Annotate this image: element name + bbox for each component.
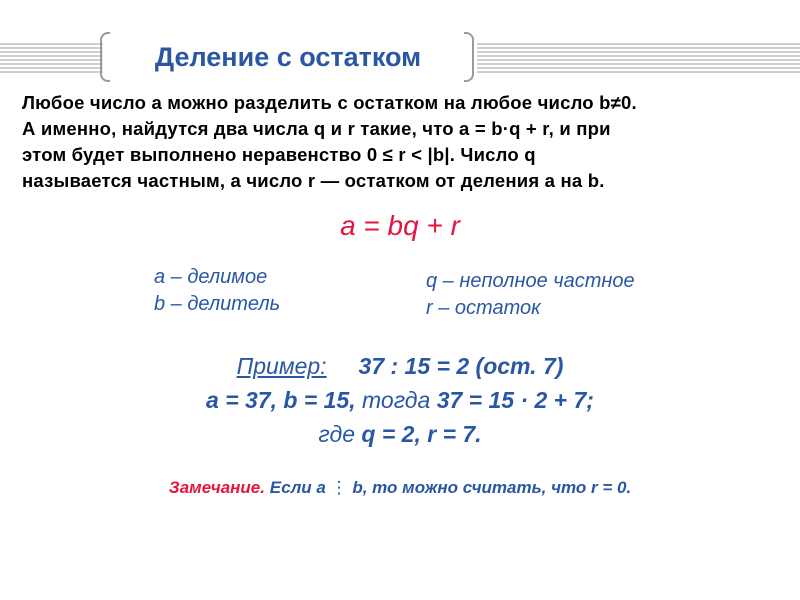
definition-r: r – остаток <box>426 297 541 319</box>
note-block <box>0 478 800 498</box>
example-result: q = 2, r = 7. <box>361 421 482 447</box>
title-bracket-right <box>464 32 474 82</box>
example-then-word: тогда <box>362 387 431 413</box>
header-stripes-right <box>477 43 800 75</box>
example-where-word: где <box>318 421 355 447</box>
header-stripes-left <box>0 43 103 75</box>
title-bracket-left <box>100 32 110 82</box>
definitions-right <box>426 268 635 322</box>
definition-q: q – неполное частное <box>426 270 635 292</box>
intro-line-3: этом будет выполнено неравенство 0 ≤ r < |b|. Число q <box>22 144 536 165</box>
intro-line-2: А именно, найдутся два числа q и r такие, что a = b·q + r, и при <box>22 118 611 139</box>
definition-b: b – делитель <box>154 293 281 315</box>
example-line-2 <box>0 383 800 417</box>
example-division: 37 : 15 = 2 (ост. 7) <box>358 353 564 379</box>
definitions-left <box>154 264 280 318</box>
definition-a: a – делимое <box>154 266 268 288</box>
example-values: a = 37, b = 15, <box>206 387 356 413</box>
main-formula: a = bq + r <box>340 210 460 241</box>
slide-title: Деление с остатком <box>154 41 422 72</box>
intro-line-4: называется частным, а число r — остатком от деления a на b. <box>22 170 605 191</box>
divides-symbol: ⋮ <box>330 478 348 497</box>
example-label: Пример: <box>236 353 327 379</box>
intro-paragraph <box>22 90 782 194</box>
example-equation: 37 = 15 · 2 + 7; <box>436 387 594 413</box>
intro-line-1: Любое число a можно разделить с остатком на любое число b≠0. <box>22 92 637 113</box>
example-line-3 <box>0 417 800 451</box>
note-label: Замечание. <box>168 478 265 497</box>
note-text-after: b, то можно считать, что r = 0. <box>352 478 632 497</box>
example-block <box>0 349 800 451</box>
example-line-1 <box>0 349 800 383</box>
note-text-before: Если a <box>269 478 326 497</box>
